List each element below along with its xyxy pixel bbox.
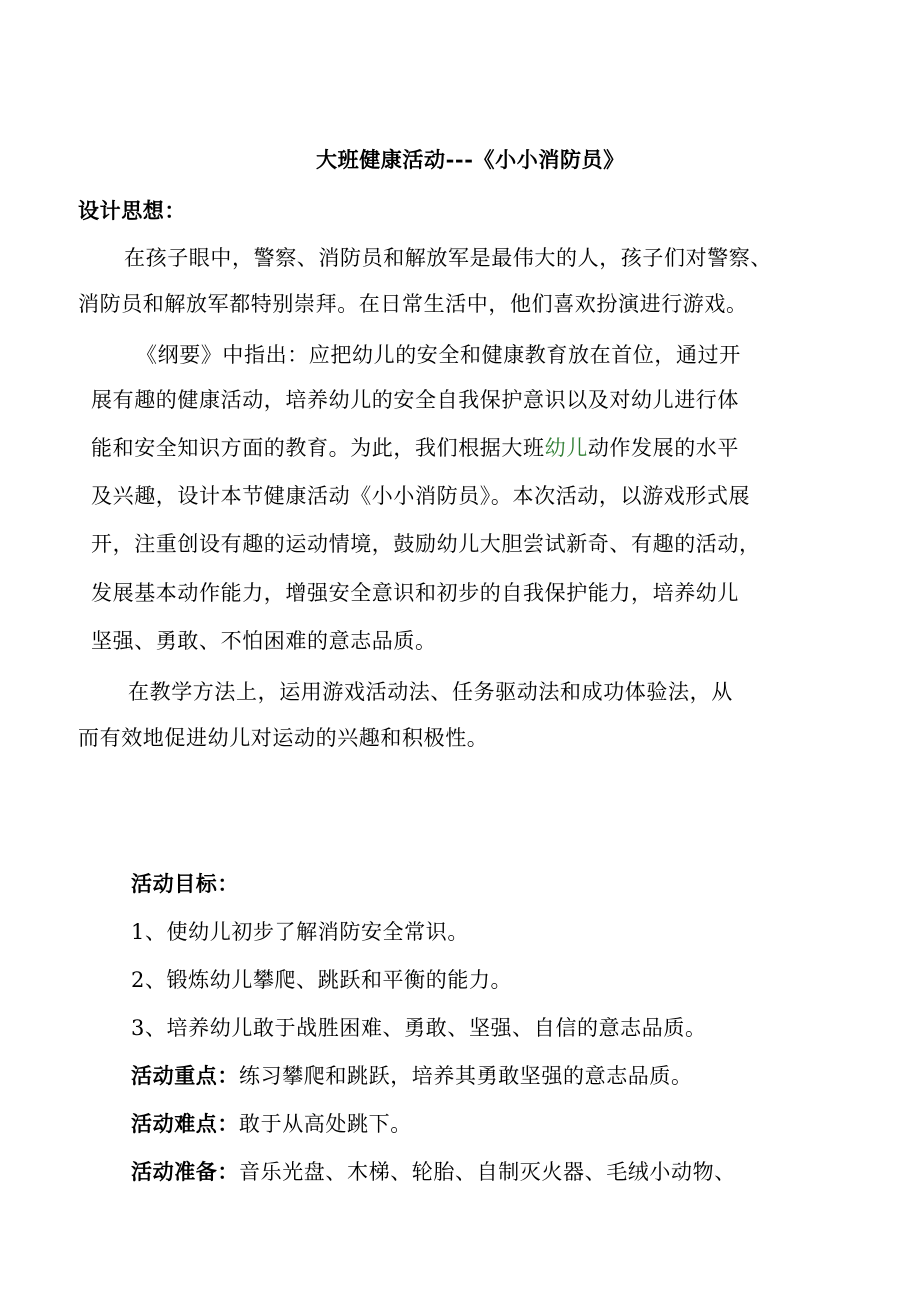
preparation-text: 音乐光盘、木梯、轮胎、自制灭火器、毛绒小动物、 bbox=[239, 1160, 736, 1184]
para2-line1: 《纲要》中指出：应把幼儿的安全和健康教育放在首位，通过开 bbox=[136, 343, 741, 367]
para1-line2: 消防员和解放军都特别崇拜。在日常生活中，他们喜欢扮演进行游戏。 bbox=[78, 292, 748, 316]
para2-line3-after: 动作发展的水平 bbox=[587, 436, 740, 460]
para2-line7: 坚强、勇敢、不怕困难的意志品质。 bbox=[91, 629, 437, 653]
para3-line2: 而有效地促进幼儿对运动的兴趣和积极性。 bbox=[78, 726, 489, 750]
preparation bbox=[131, 1157, 736, 1187]
key-point-label: 活动重点： bbox=[131, 1063, 239, 1088]
para2-line5: 开，注重创设有趣的运动情境，鼓励幼儿大胆尝试新奇、有趣的活动， bbox=[91, 532, 761, 556]
preparation-label: 活动准备： bbox=[131, 1159, 239, 1184]
difficulty bbox=[131, 1109, 412, 1139]
goal-item-3: 3、培养幼儿敢于战胜困难、勇敢、坚强、自信的意志品质。 bbox=[131, 1016, 707, 1040]
design-heading: 设计思想： bbox=[78, 198, 186, 223]
key-point-text: 练习攀爬和跳跃，培养其勇敢坚强的意志品质。 bbox=[239, 1064, 693, 1088]
para2-line3-before: 能和安全知识方面的教育。为此，我们根据大班 bbox=[91, 436, 545, 460]
goal-item-2: 2、锻炼幼儿攀爬、跳跃和平衡的能力。 bbox=[131, 968, 513, 992]
goals-heading: 活动目标： bbox=[131, 871, 239, 896]
document-title: 大班健康活动---《小小消防员》 bbox=[316, 147, 625, 172]
para2-line3 bbox=[91, 433, 739, 463]
para2-line4: 及兴趣，设计本节健康活动《小小消防员》。本次活动，以游戏形式展 bbox=[91, 484, 751, 508]
para2-line2: 展有趣的健康活动，培养幼儿的安全自我保护意识以及对幼儿进行体 bbox=[91, 388, 739, 412]
para2-line3-highlight: 幼儿 bbox=[544, 436, 588, 460]
para1-line1: 在孩子眼中，警察、消防员和解放军是最伟大的人，孩子们对警察、 bbox=[124, 246, 772, 270]
para3-line1: 在教学方法上，运用游戏活动法、任务驱动法和成功体验法，从 bbox=[128, 680, 733, 704]
para2-line6: 发展基本动作能力，增强安全意识和初步的自我保护能力，培养幼儿 bbox=[91, 581, 739, 605]
difficulty-label: 活动难点： bbox=[131, 1111, 239, 1136]
difficulty-text: 敢于从高处跳下。 bbox=[239, 1112, 412, 1136]
key-point bbox=[131, 1061, 693, 1091]
goal-item-1: 1、使幼儿初步了解消防安全常识。 bbox=[131, 920, 469, 944]
